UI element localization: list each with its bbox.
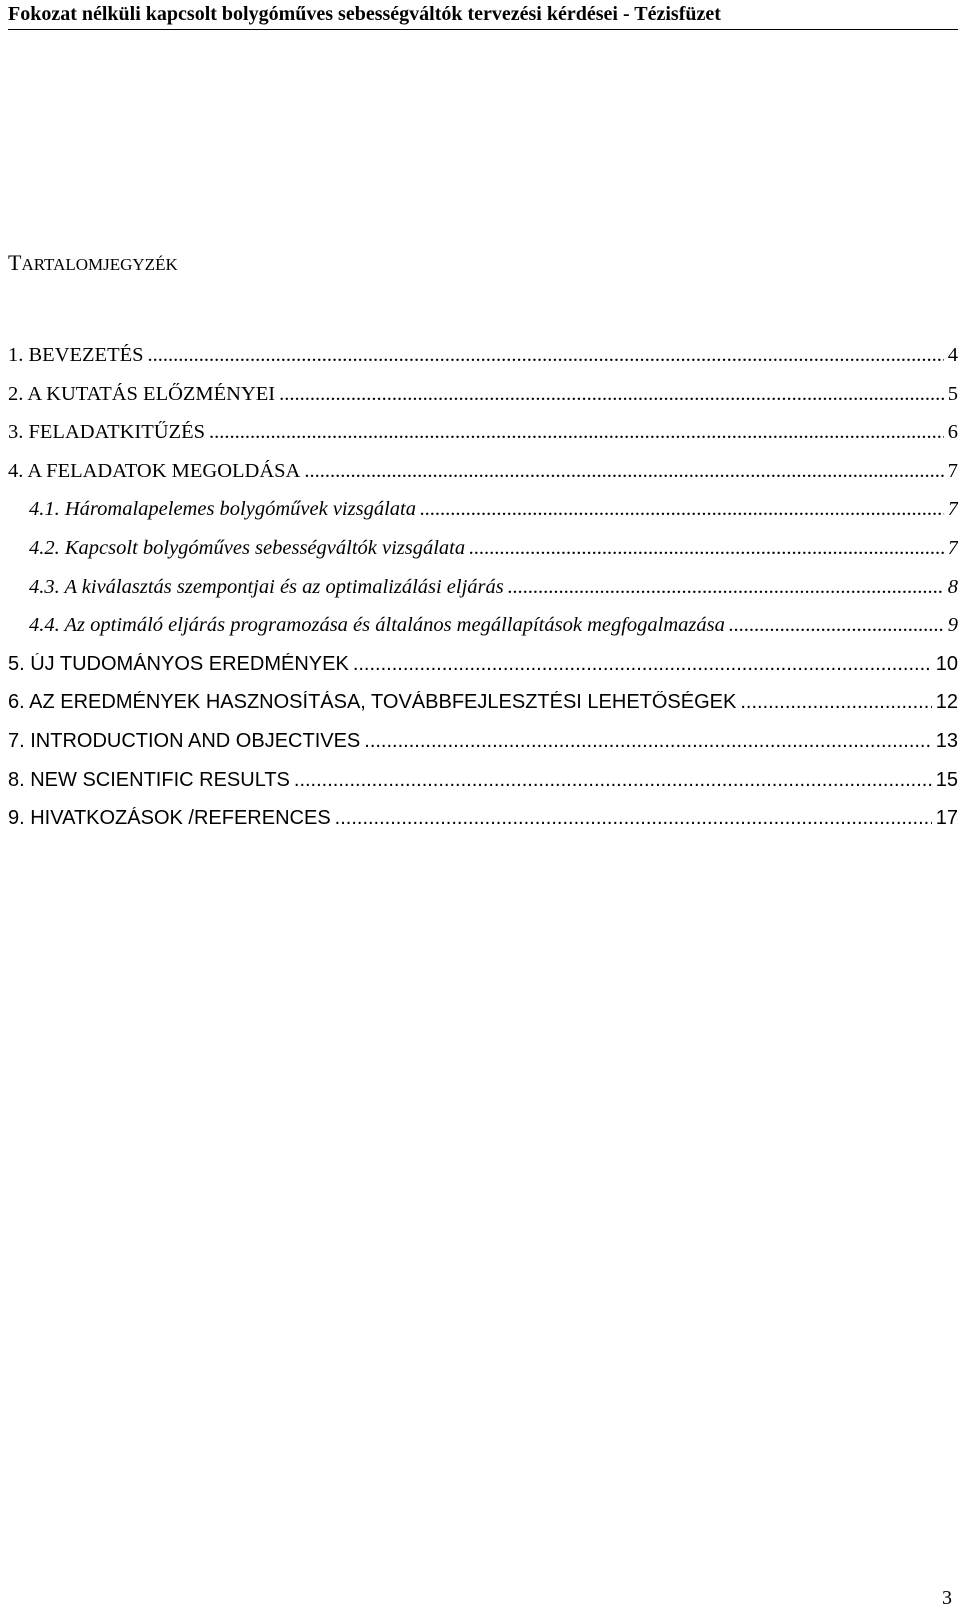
toc-entry-label: 5. ÚJ TUDOMÁNYOS EREDMÉNYEK xyxy=(8,652,349,675)
toc-heading-rest: ARTALOMJEGYZÉK xyxy=(21,255,178,274)
toc-entry-page: 5 xyxy=(947,382,958,405)
toc-entry-label: 1. BEVEZETÉS xyxy=(8,344,144,366)
toc-entry-page: 9 xyxy=(947,614,958,637)
toc-entry-4-1[interactable] xyxy=(8,498,958,537)
toc-entry-label: 3. FELADATKITŰZÉS xyxy=(8,421,206,444)
header-title: Fokozat nélküli kapcsolt bolygóműves sebességváltók tervezési kérdései - Tézisfüzet xyxy=(8,3,721,25)
toc-entry-4-3[interactable] xyxy=(8,576,958,615)
toc-entry-label: 7. INTRODUCTION AND OBJECTIVES xyxy=(8,729,361,752)
toc-entry-page: 4 xyxy=(947,344,958,366)
toc-entry-page: 13 xyxy=(935,729,958,752)
toc-leader-dots xyxy=(508,576,944,599)
toc-entry-9[interactable] xyxy=(8,807,958,846)
toc-heading xyxy=(8,250,178,276)
toc-entry-page: 7 xyxy=(947,498,958,521)
toc-leader-dots xyxy=(729,614,944,637)
toc-entry-1[interactable] xyxy=(8,344,958,383)
toc-entry-4-4[interactable] xyxy=(8,614,958,653)
toc-entry-2[interactable] xyxy=(8,383,958,422)
toc-entry-label: 4.1. Háromalapelemes bolygóművek vizsgálata xyxy=(29,498,416,521)
page-header xyxy=(8,0,958,30)
toc-leader-dots xyxy=(364,730,931,753)
toc-heading-initial: T xyxy=(8,250,22,275)
toc-entry-page: 7 xyxy=(947,536,958,559)
toc-entry-page: 6 xyxy=(947,421,958,444)
toc-entry-label: 4.2. Kapcsolt bolygóműves sebességváltók vizsgálata xyxy=(29,536,466,559)
toc-leader-dots xyxy=(304,460,943,483)
toc-entry-label: 8. NEW SCIENTIFIC RESULTS xyxy=(8,768,290,791)
toc-entry-4[interactable] xyxy=(8,460,958,499)
toc-entry-7[interactable] xyxy=(8,730,958,769)
toc-entry-page: 12 xyxy=(935,691,958,714)
toc-entry-page: 15 xyxy=(935,768,958,791)
toc-leader-dots xyxy=(469,537,944,560)
toc-entry-page: 7 xyxy=(947,459,958,482)
page-number: 3 xyxy=(942,1587,952,1609)
toc-entry-label: 6. AZ EREDMÉNYEK HASZNOSÍTÁSA, TOVÁBBFEJLESZTÉSI LEHETŐSÉGEK xyxy=(8,691,737,714)
toc-leader-dots xyxy=(294,769,932,792)
toc-entry-page: 8 xyxy=(947,575,958,598)
toc-entry-3[interactable] xyxy=(8,421,958,460)
toc-entry-5[interactable] xyxy=(8,653,958,692)
toc-entry-page: 17 xyxy=(935,807,958,830)
toc-entry-page: 10 xyxy=(935,652,958,675)
table-of-contents xyxy=(8,344,958,846)
toc-entry-label: 2. A KUTATÁS ELŐZMÉNYEI xyxy=(8,382,276,405)
toc-leader-dots xyxy=(148,344,944,367)
toc-entry-4-2[interactable] xyxy=(8,537,958,576)
toc-leader-dots xyxy=(740,691,931,714)
toc-leader-dots xyxy=(335,807,932,830)
toc-entry-label: 4.3. A kiválasztás szempontjai és az optimalizálási eljárás xyxy=(29,575,504,598)
toc-entry-label: 4. A FELADATOK MEGOLDÁSA xyxy=(8,459,301,482)
toc-leader-dots xyxy=(420,498,944,521)
toc-entry-8[interactable] xyxy=(8,769,958,808)
toc-leader-dots xyxy=(279,383,944,406)
toc-leader-dots xyxy=(353,653,932,676)
toc-entry-6[interactable] xyxy=(8,691,958,730)
toc-entry-label: 9. HIVATKOZÁSOK /REFERENCES xyxy=(8,807,331,830)
toc-leader-dots xyxy=(209,421,944,444)
toc-entry-label: 4.4. Az optimáló eljárás programozása és általános megállapítások megfogalmazása xyxy=(29,614,725,637)
